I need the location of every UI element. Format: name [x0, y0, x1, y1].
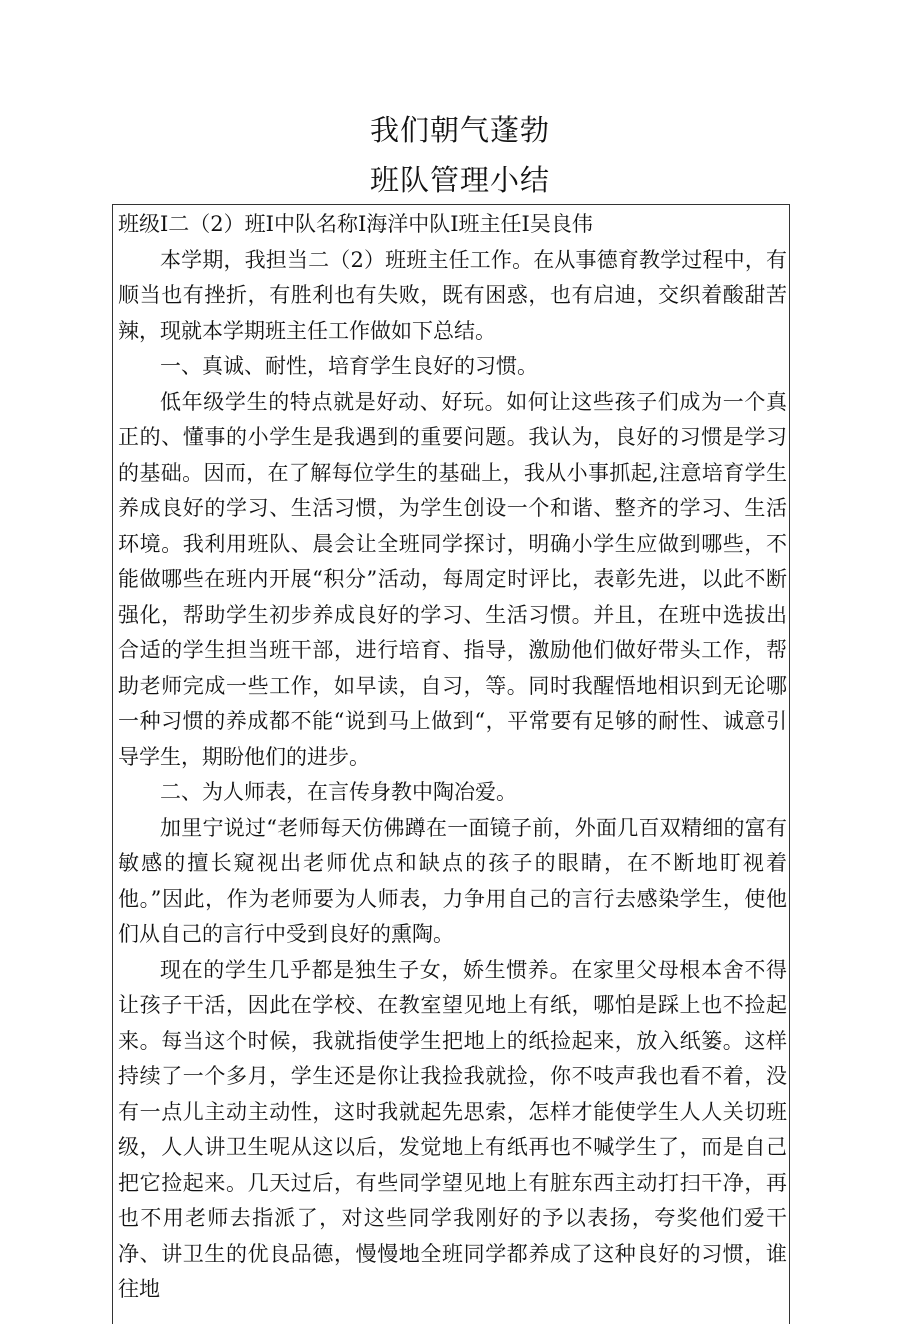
intro-paragraph: 本学期，我担当二（2）班班主任工作。在从事德育教学过程中，有顺当也有挫折，有胜利也有失败，既有困惑，也有启迪，交织着酸甜苦辣，现就本学期班主任工作做如下总结。 [118, 247, 787, 343]
document-title: 我们朝气蓬勃 [369, 113, 550, 147]
document-subtitle: 班队管理小结 [369, 163, 550, 197]
section-heading-1: 一、真诚、耐性，培育学生良好的习惯。 [160, 354, 538, 378]
document-body [118, 207, 787, 1308]
section-heading-2: 二、为人师表，在言传身教中陶冶爱。 [160, 780, 517, 804]
body-paragraph: 加里宁说过“老师每天仿佛蹲在一面镜子前，外面几百双精细的富有敏感的擅长窥视出老师优点和缺点的孩子的眼睛，在不断地盯视着他。”因此，作为老师要为人师表，力争用自己的言行去感染学生，使他们从自己的言行中受到良好的熏陶。 [118, 815, 787, 946]
class-info-line: 班级I二（2）班I中队名称I海洋中队I班主任I吴良伟 [118, 212, 593, 236]
body-paragraph: 低年级学生的特点就是好动、好玩。如何让这些孩子们成为一个真正的、懂事的小学生是我遇到的重要问题。我认为，良好的习惯是学习的基础。因而，在了解每位学生的基础上，我从小事抓起,注意培育学生养成良好的学习、生活习惯，为学生创设一个和谐、整齐的学习、生活环境。我利用班队、晨会让全班同学探讨，明确小学生应做到哪些，不能做哪些在班内开展“积分”活动，每周定时评比，表彰先进，以此不断强化，帮助学生初步养成良好的学习、生活习惯。并且，在班中选拔出合适的学生担当班干部，进行培育、指导，激励他们做好带头工作，帮助老师完成一些工作，如早读，自习，等。同时我醒悟地相识到无论哪一种习惯的养成都不能“说到马上做到“，平常要有足够的耐性、诚意引导学生，期盼他们的进步。 [118, 389, 787, 769]
body-paragraph: 现在的学生几乎都是独生子女，娇生惯养。在家里父母根本舍不得让孩子干活，因此在学校、在教室望见地上有纸，哪怕是踩上也不捡起来。每当这个时候，我就指使学生把地上的纸捡起来，放入纸篓。这样持续了一个多月，学生还是你让我捡我就捡，你不吱声我也看不着，没有一点儿主动主动性，这时我就起先思索，怎样才能使学生人人关切班级，人人讲卫生呢从这以后，发觉地上有纸再也不喊学生了，而是自己把它捡起来。几天过后，有些同学望见地上有脏东西主动打扫干净，再也不用老师去指派了，对这些同学我刚好的予以表扬，夸奖他们爱干净、讲卫生的优良品德，慢慢地全班同学都养成了这种良好的习惯，谁往地 [118, 957, 787, 1301]
